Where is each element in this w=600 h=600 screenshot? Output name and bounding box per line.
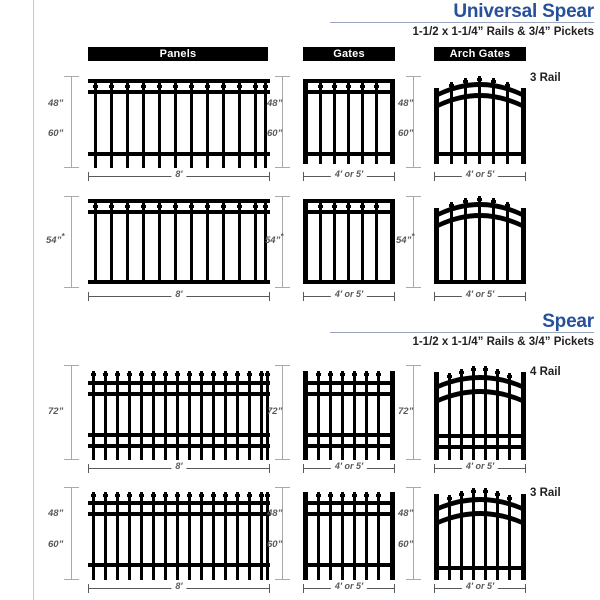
section-title-universal-spear: Universal Spear <box>453 1 594 22</box>
dim-width-arch-u2-label: 4′ or 5′ <box>462 289 498 300</box>
dim-u2-mid-54 <box>265 232 283 246</box>
rail-label-universal-3rail: 3 Rail <box>530 72 561 84</box>
dim-width-panel-s1-label: 8′ <box>171 461 186 472</box>
dim-width-panel-u2 <box>88 289 270 299</box>
dim-s1-right-72: 72” <box>398 406 414 417</box>
figure-gate-spear-48-60 <box>303 487 395 580</box>
dim-line-s2-mid <box>282 487 283 580</box>
dim-s2-left-60: 60” <box>48 539 64 550</box>
dim-s1-mid-72: 72” <box>267 406 283 417</box>
dim-u1-left-60: 60” <box>48 128 64 139</box>
dim-u2-left-54-value: 54” <box>46 235 62 247</box>
figure-panel-universal-54 <box>88 196 270 288</box>
dim-width-arch-u1-label: 4′ or 5′ <box>462 169 498 180</box>
dim-s1-left-72: 72” <box>48 406 64 417</box>
dim-line-s1-left <box>71 365 72 460</box>
figure-arch-gate-universal-54 <box>434 186 526 288</box>
dim-line-s2-left <box>71 487 72 580</box>
dim-width-arch-s2-label: 4′ or 5′ <box>462 581 498 592</box>
section-rule-spear <box>330 332 594 333</box>
left-margin-rule <box>33 0 34 600</box>
dim-u1-mid-60: 60” <box>267 128 283 139</box>
column-banner-panels: Panels <box>88 47 268 61</box>
figure-arch-gate-spear-72 <box>434 360 526 460</box>
dim-s2-right-48: 48” <box>398 508 414 519</box>
section-title-spear: Spear <box>542 311 594 332</box>
dim-width-panel-s2-label: 8′ <box>171 581 186 592</box>
dim-width-arch-s1-label: 4′ or 5′ <box>462 461 498 472</box>
dim-width-panel-s2 <box>88 581 270 591</box>
figure-gate-universal-54 <box>303 196 395 288</box>
column-banner-arch-gates: Arch Gates <box>434 47 526 61</box>
dim-width-panel-u2-label: 8′ <box>171 289 186 300</box>
dim-width-arch-u2 <box>434 289 526 299</box>
dim-u1-mid-48: 48” <box>267 98 283 109</box>
dim-width-gate-u1 <box>303 169 395 179</box>
dim-width-arch-u1 <box>434 169 526 179</box>
dim-width-gate-s2 <box>303 581 395 591</box>
dim-width-panel-u1 <box>88 169 270 179</box>
dim-s2-left-48: 48” <box>48 508 64 519</box>
dim-width-panel-s1 <box>88 461 270 471</box>
column-banner-gates: Gates <box>303 47 395 61</box>
dim-width-gate-u1-label: 4′ or 5′ <box>331 169 367 180</box>
section-rule-universal-spear <box>330 22 594 23</box>
section-subtitle-universal-spear: 1-1/2 x 1-1/4” Rails & 3/4” Pickets <box>412 26 594 38</box>
figure-gate-universal-48-60 <box>303 76 395 168</box>
dim-u1-left-48: 48” <box>48 98 64 109</box>
rail-label-spear-3rail: 3 Rail <box>530 487 561 499</box>
dim-width-gate-s1-label: 4′ or 5′ <box>331 461 367 472</box>
dim-width-gate-s2-label: 4′ or 5′ <box>331 581 367 592</box>
dim-u2-mid-54-value: 54” <box>265 235 281 247</box>
dim-u2-right-54 <box>396 232 414 246</box>
dim-width-panel-u1-label: 8′ <box>171 169 186 180</box>
figure-arch-gate-universal-48-60 <box>434 66 526 168</box>
figure-panel-universal-48-60 <box>88 76 270 168</box>
dim-u2-left-54 <box>46 232 64 246</box>
dim-u1-right-60: 60” <box>398 128 414 139</box>
dim-s2-mid-60: 60” <box>267 539 283 550</box>
figure-panel-spear-72 <box>88 365 270 460</box>
dim-s2-mid-48: 48” <box>267 508 283 519</box>
dim-u2-mid-54-footnote: * <box>280 232 284 241</box>
dim-line-u1-right <box>413 76 414 168</box>
dim-width-arch-s1 <box>434 461 526 471</box>
dim-u2-right-54-value: 54” <box>396 235 412 247</box>
figure-panel-spear-48-60 <box>88 487 270 580</box>
dim-width-gate-s1 <box>303 461 395 471</box>
rail-label-spear-4rail: 4 Rail <box>530 366 561 378</box>
dim-line-u2-left <box>71 196 72 288</box>
dim-u1-right-48: 48” <box>398 98 414 109</box>
dim-width-gate-u2 <box>303 289 395 299</box>
figure-gate-spear-72 <box>303 365 395 460</box>
dim-line-u1-mid <box>282 76 283 168</box>
dim-u2-right-54-footnote: * <box>411 232 415 241</box>
figure-arch-gate-spear-48-60 <box>434 482 526 580</box>
dim-s2-right-60: 60” <box>398 539 414 550</box>
dim-line-s2-right <box>413 487 414 580</box>
dim-u2-left-54-footnote: * <box>61 232 65 241</box>
dim-line-u1-left <box>71 76 72 168</box>
section-subtitle-spear: 1-1/2 x 1-1/4” Rails & 3/4” Pickets <box>412 336 594 348</box>
dim-width-gate-u2-label: 4′ or 5′ <box>331 289 367 300</box>
dim-width-arch-s2 <box>434 581 526 591</box>
